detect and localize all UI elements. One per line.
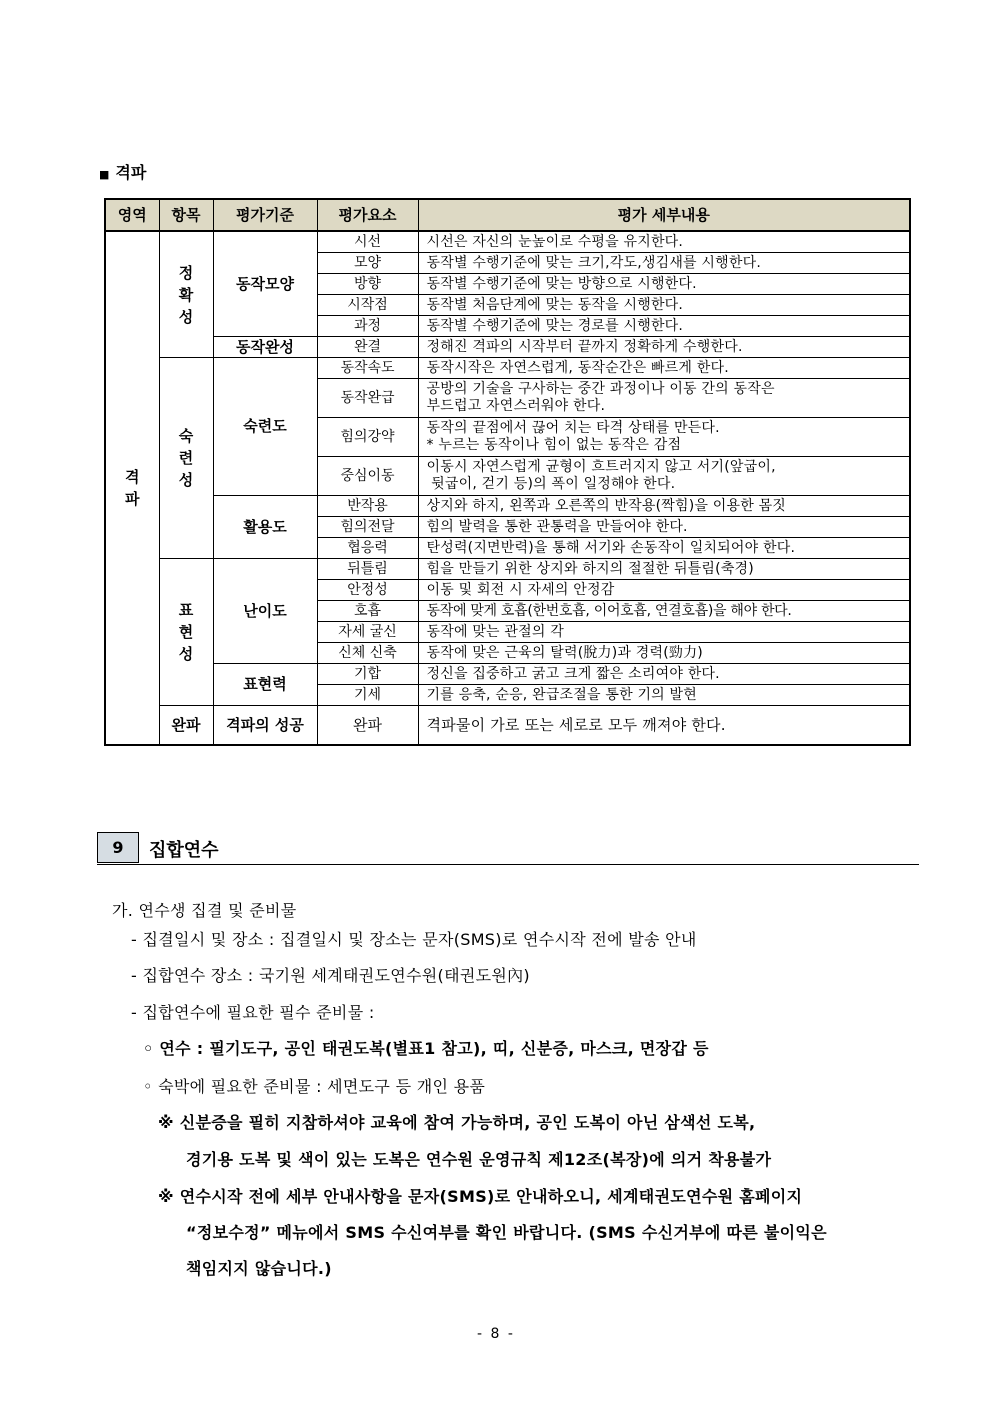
note-sms-guide-cont: “정보수정” 메뉴에서 SMS 수신여부를 확인 바랍니다. (SMS 수신거부에 따른 불이익은	[186, 1223, 827, 1242]
section-heading	[99, 160, 146, 183]
table-row	[105, 706, 910, 746]
detail-line: 공방의 기술을 구사하는 중간 과정이나 이동 간의 동작은	[426, 381, 775, 397]
detail-cell	[418, 457, 910, 496]
element-cell: 과정	[317, 316, 418, 337]
element-cell: 호흡	[317, 601, 418, 622]
element-cell: 완파	[317, 706, 418, 746]
detail-cell: 동작에 맞은 근육의 탈력(脫力)과 경력(勁力)	[418, 643, 910, 664]
table-row	[105, 496, 910, 517]
element-cell: 힘의강약	[317, 418, 418, 457]
detail-cell	[418, 418, 910, 457]
element-cell: 모양	[317, 253, 418, 274]
detail-cell: 격파물이 가로 또는 세로로 모두 깨져야 한다.	[418, 706, 910, 746]
element-cell: 자세 굴신	[317, 622, 418, 643]
detail-line: 뒷굽이, 걷기 등)의 폭이 일정해야 한다.	[426, 476, 676, 492]
section-title: 집합연수	[149, 840, 219, 861]
criterion-motion-complete: 동작완성	[213, 337, 317, 358]
element-cell: 협응력	[317, 538, 418, 559]
table-row	[105, 358, 910, 379]
detail-cell: 동작별 수행기준에 맞는 경로를 시행한다.	[418, 316, 910, 337]
area-label: 격 파	[125, 468, 140, 508]
item-ga: 가. 연수생 집결 및 준비물	[112, 901, 297, 920]
element-cell: 완결	[317, 337, 418, 358]
detail-cell: 동작별 처음단계에 맞는 동작을 시행한다.	[418, 295, 910, 316]
note-id-required: ※ 신분증을 필히 지참하셔야 교육에 참여 가능하며, 공인 도복이 아닌 삼색선 도복,	[158, 1113, 756, 1132]
element-cell: 반작용	[317, 496, 418, 517]
detail-cell: 동작시작은 자연스럽게, 동작순간은 빠르게 한다.	[418, 358, 910, 379]
section-number-badge: 9	[97, 832, 139, 863]
element-cell: 동작완급	[317, 379, 418, 418]
group-expression	[159, 559, 213, 706]
element-cell: 중심이동	[317, 457, 418, 496]
detail-line: 동작의 끝점에서 끊어 치는 타격 상태를 만든다.	[426, 420, 720, 436]
bullet-assembly-info: - 집결일시 및 장소 : 집결일시 및 장소는 문자(SMS)로 연수시작 전에 발송 안내	[131, 930, 697, 949]
detail-line: 이동시 자연스럽게 균형이 흐트러지지 않고 서기(앞굽이,	[426, 459, 776, 475]
sub-item-lodging: ◦ 숙박에 필요한 준비물 : 세면도구 등 개인 용품	[143, 1077, 486, 1096]
bullet-training-location: - 집합연수 장소 : 국기원 세계태권도연수원(태권도원內)	[131, 966, 530, 985]
note-sms-guide-end: 책임지지 않습니다.)	[186, 1259, 332, 1278]
element-cell: 뒤틀림	[317, 559, 418, 580]
table-row	[105, 664, 910, 685]
group-skill	[159, 358, 213, 559]
evaluation-table	[104, 198, 911, 746]
detail-cell: 정신을 집중하고 굵고 크게 짧은 소리여야 한다.	[418, 664, 910, 685]
table-row	[105, 559, 910, 580]
table-row	[105, 337, 910, 358]
group-accuracy-label: 정 확 성	[178, 263, 194, 326]
element-cell: 시선	[317, 231, 418, 253]
detail-cell: 기를 응축, 순응, 완급조절을 통한 기의 발현	[418, 685, 910, 706]
criterion-utilization: 활용도	[213, 496, 317, 559]
detail-cell: 시선은 자신의 눈높이로 수평을 유지한다.	[418, 231, 910, 253]
element-cell: 방향	[317, 274, 418, 295]
element-cell: 힘의전달	[317, 517, 418, 538]
element-cell: 안정성	[317, 580, 418, 601]
group-accuracy	[159, 231, 213, 358]
group-expression-label: 표 현 성	[178, 601, 194, 663]
element-cell: 시작점	[317, 295, 418, 316]
criterion-break-success: 격파의 성공	[213, 706, 317, 746]
detail-cell: 동작별 수행기준에 맞는 크기,각도,생김새를 시행한다.	[418, 253, 910, 274]
header-criterion: 평가기준	[213, 199, 317, 231]
square-bullet-icon: ■	[99, 168, 110, 181]
detail-cell: 이동 및 회전 시 자세의 안정감	[418, 580, 910, 601]
detail-cell: 탄성력(지면반력)을 통해 서기와 손동작이 일치되어야 한다.	[418, 538, 910, 559]
detail-cell: 상지와 하지, 왼쪽과 오른쪽의 반작용(짝힘)을 이용한 몸짓	[418, 496, 910, 517]
group-complete: 완파	[159, 706, 213, 746]
group-skill-label: 숙 련 성	[178, 427, 194, 489]
note-id-required-cont: 경기용 도복 및 색이 있는 도복은 연수원 운영규칙 제12조(복장)에 의거 착용불가	[186, 1150, 772, 1169]
detail-cell: 동작에 맞게 호흡(한번호흡, 이어호흡, 연결호흡)을 해야 한다.	[418, 601, 910, 622]
detail-cell: 동작별 수행기준에 맞는 방향으로 시행한다.	[418, 274, 910, 295]
element-cell: 기세	[317, 685, 418, 706]
criterion-difficulty: 난이도	[213, 559, 317, 664]
page-number: - 8 -	[477, 1326, 515, 1342]
criterion-proficiency: 숙련도	[213, 358, 317, 496]
header-item: 항목	[159, 199, 213, 231]
header-element: 평가요소	[317, 199, 418, 231]
area-cell	[105, 231, 159, 745]
table-row	[105, 231, 910, 253]
detail-cell	[418, 379, 910, 418]
element-cell: 신체 신축	[317, 643, 418, 664]
element-cell: 동작속도	[317, 358, 418, 379]
detail-cell: 힘을 만들기 위한 상지와 하지의 절절한 뒤틀림(축경)	[418, 559, 910, 580]
element-cell: 기합	[317, 664, 418, 685]
table-header-row	[105, 199, 910, 231]
criterion-expressive-power: 표현력	[213, 664, 317, 706]
detail-line: * 누르는 동작이나 힘이 없는 동작은 감점	[426, 437, 682, 453]
section-9-header	[97, 832, 919, 865]
criterion-motion-shape: 동작모양	[213, 231, 317, 337]
detail-line: 부드럽고 자연스러워야 한다.	[426, 398, 606, 414]
header-area: 영역	[105, 199, 159, 231]
detail-cell: 힘의 발력을 통한 관통력을 만들어야 한다.	[418, 517, 910, 538]
note-sms-guide: ※ 연수시작 전에 세부 안내사항을 문자(SMS)로 안내하오니, 세계태권도연수원 홈페이지	[158, 1187, 803, 1206]
detail-cell: 정해진 격파의 시작부터 끝까지 정확하게 수행한다.	[418, 337, 910, 358]
sub-item-training: ◦ 연수 : 필기도구, 공인 태권도복(별표1 참고), 띠, 신분증, 마스크, 면장갑 등	[143, 1039, 709, 1058]
header-detail: 평가 세부내용	[418, 199, 910, 231]
detail-cell: 동작에 맞는 관절의 각	[418, 622, 910, 643]
section-heading-text: 격파	[115, 163, 147, 182]
bullet-required-items: - 집합연수에 필요한 필수 준비물 :	[131, 1003, 375, 1022]
